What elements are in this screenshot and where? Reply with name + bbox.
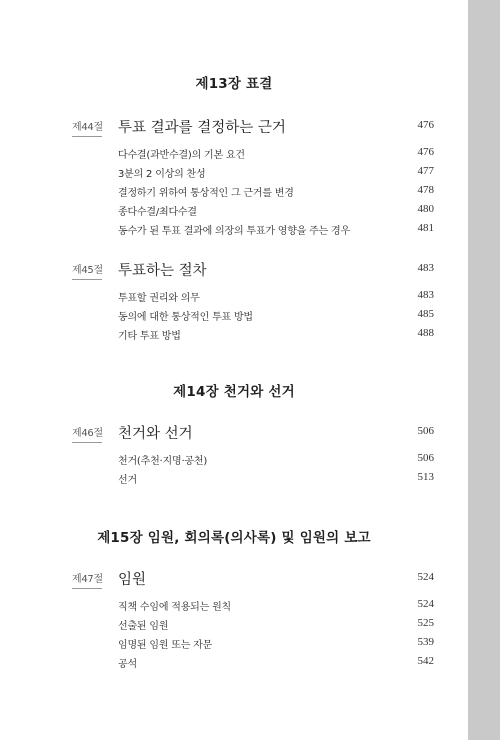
entry-page-number: 476	[417, 146, 434, 158]
entry-title: 기타 투표 방법	[118, 331, 181, 342]
entry-page-number: 485	[417, 308, 434, 320]
entry-title: 종다수결/최다수결	[118, 207, 197, 218]
entry-title: 선출된 임원	[118, 621, 169, 632]
section-page-number: 506	[417, 425, 434, 437]
toc-entry	[118, 308, 434, 322]
entry-title: 다수결(과반수결)의 기본 요건	[118, 150, 245, 161]
toc-entry	[118, 636, 434, 650]
section-number-underline	[72, 442, 102, 443]
section-title: 임원	[118, 572, 147, 588]
toc-entry	[118, 617, 434, 631]
chapter-title: 제14장 천거와 선거	[173, 384, 295, 400]
toc-section	[72, 116, 434, 136]
section-number: 제46절	[72, 428, 103, 439]
toc-section	[72, 259, 434, 279]
entry-page-number: 542	[417, 655, 434, 667]
entry-page-number: 524	[417, 598, 434, 610]
entry-title: 직책 수임에 적용되는 원칙	[118, 602, 231, 613]
entry-page-number: 525	[417, 617, 434, 629]
section-number: 제44절	[72, 122, 103, 133]
section-number-underline	[72, 279, 102, 280]
entry-title: 임명된 임원 또는 자문	[118, 640, 213, 651]
toc-entry	[118, 327, 434, 341]
toc-section	[72, 422, 434, 442]
entry-page-number: 477	[417, 165, 434, 177]
entry-title: 3분의 2 이상의 찬성	[118, 169, 206, 180]
entry-page-number: 488	[417, 327, 434, 339]
section-title: 투표 결과를 결정하는 근거	[118, 120, 286, 136]
toc-entry	[118, 655, 434, 669]
entry-page-number: 483	[417, 289, 434, 301]
section-page-number: 483	[417, 262, 434, 274]
toc-section	[72, 568, 434, 588]
chapter-title: 제15장 임원, 회의록(의사록) 및 임원의 보고	[97, 530, 371, 546]
entry-title: 동의에 대한 통상적인 투표 방법	[118, 312, 253, 323]
entry-page-number: 539	[417, 636, 434, 648]
entry-title: 선거	[118, 475, 137, 486]
entry-title: 동수가 된 투표 결과에 의장의 투표가 영향을 주는 경우	[118, 226, 350, 237]
entry-page-number: 481	[417, 222, 434, 234]
entry-page-number: 478	[417, 184, 434, 196]
entry-title: 공석	[118, 659, 137, 670]
entry-title: 투표할 권리와 의무	[118, 293, 200, 304]
entry-title: 천거(추천·지명·공천)	[118, 456, 208, 467]
section-page-number: 524	[417, 571, 434, 583]
section-number: 제45절	[72, 265, 103, 276]
toc-entry	[118, 471, 434, 485]
entry-title: 결정하기 위하여 통상적인 그 근거를 변경	[118, 188, 294, 199]
section-title: 투표하는 절차	[118, 263, 207, 279]
section-title: 천거와 선거	[118, 426, 193, 442]
section-number: 제47절	[72, 574, 103, 585]
toc-entry	[118, 598, 434, 612]
entry-page-number: 506	[417, 452, 434, 464]
toc-entry	[118, 146, 434, 160]
section-page-number: 476	[417, 119, 434, 131]
section-number-underline	[72, 136, 102, 137]
page-edge-shadow	[468, 0, 500, 740]
toc-entry	[118, 452, 434, 466]
entry-page-number: 513	[417, 471, 434, 483]
entry-page-number: 480	[417, 203, 434, 215]
toc-entry	[118, 165, 434, 179]
toc-entry	[118, 222, 434, 236]
toc-entry	[118, 203, 434, 217]
toc-entry	[118, 184, 434, 198]
chapter-title: 제13장 표결	[195, 76, 273, 92]
toc-entry	[118, 289, 434, 303]
section-number-underline	[72, 588, 102, 589]
